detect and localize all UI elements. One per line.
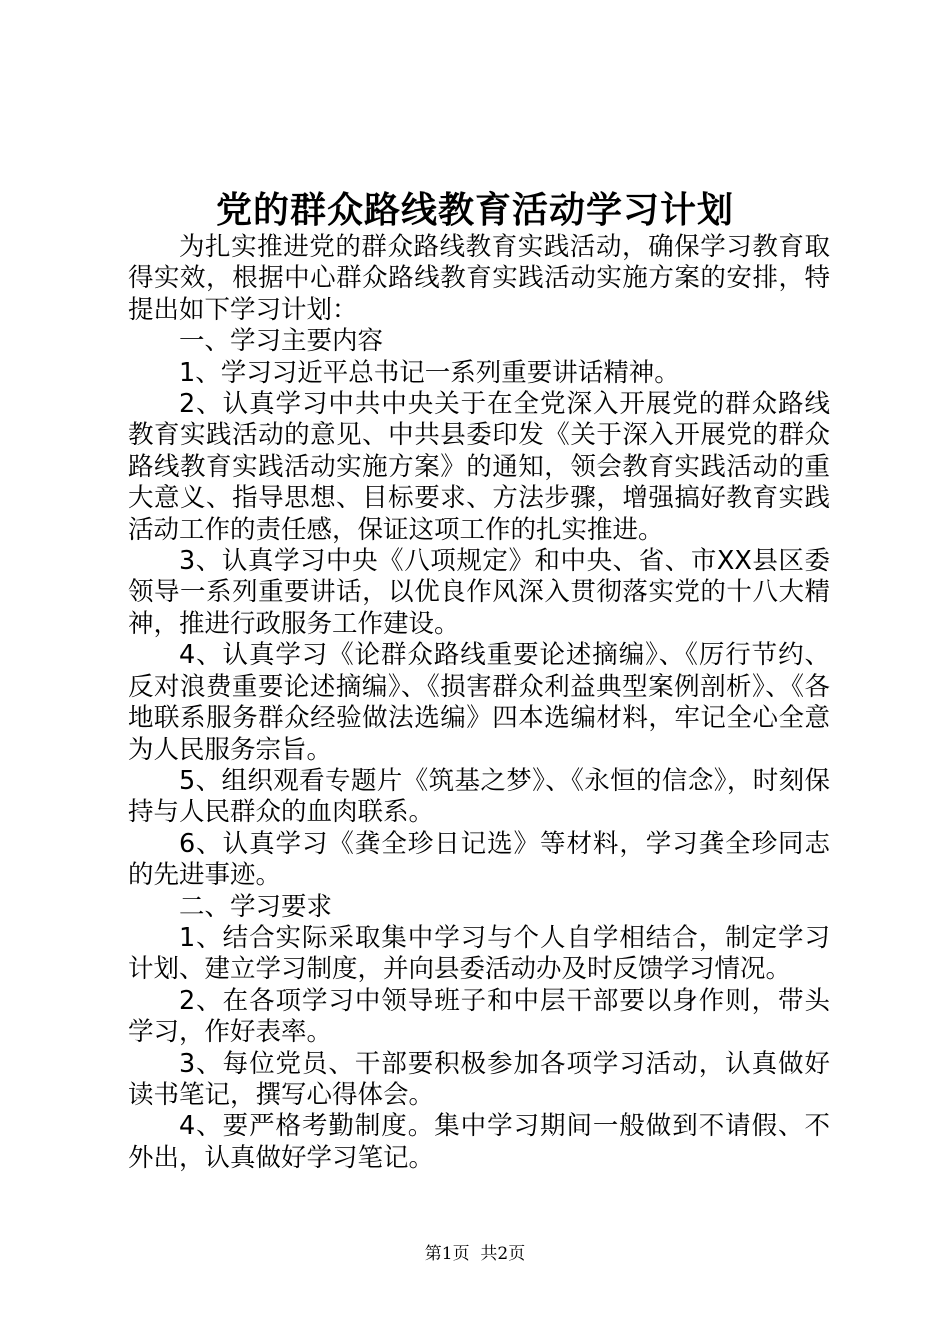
requirement-item-3: 3、每位党员、干部要积极参加各项学习活动，认真做好读书笔记，撰写心得体会。	[128, 1048, 830, 1110]
page-footer: 第1页 共2页	[424, 1244, 526, 1264]
content-item-4: 4、认真学习《论群众路线重要论述摘编》、《厉行节约、反对浪费重要论述摘编》、《损害群众利益典型案例剖析》、《各地联系服务群众经验做法选编》四本选编材料，牢记全心全意为人民服务宗旨。	[128, 640, 830, 765]
requirement-item-1: 1、结合实际采取集中学习与个人自学相结合，制定学习计划、建立学习制度，并向县委活动办及时反馈学习情况。	[128, 922, 830, 985]
content-item-6: 6、认真学习《龚全珍日记选》等材料，学习龚全珍同志的先进事迹。	[128, 828, 830, 891]
requirement-item-4-rest: 集中学习期间一般做到不请假、不外出，认真做好学习笔记。	[128, 1111, 830, 1173]
content-item-5: 5、组织观看专题片《筑基之梦》、《永恒的信念》，时刻保持与人民群众的血肉联系。	[128, 765, 830, 828]
document-title: 党的群众路线教育活动学习计划	[215, 189, 734, 231]
requirement-item-4-lead: 4、要严格考勤制度。	[179, 1111, 435, 1142]
document-body	[128, 232, 830, 1174]
section-heading-requirements: 二、学习要求	[179, 891, 333, 922]
requirement-item-4	[128, 1111, 830, 1174]
requirement-item-2: 2、在各项学习中领导班子和中层干部要以身作则，带头学习，作好表率。	[128, 985, 830, 1048]
intro-paragraph: 为扎实推进党的群众路线教育实践活动，确保学习教育取得实效，根据中心群众路线教育实践活动实施方案的安排，特提出如下学习计划：	[128, 232, 830, 325]
content-item-1: 1、学习习近平总书记一系列重要讲话精神。	[179, 357, 680, 388]
content-item-2: 2、认真学习中共中央关于在全党深入开展党的群众路线教育实践活动的意见、中共县委印发《关于深入开展党的群众路线教育实践活动实施方案》的通知，领会教育实践活动的重大意义、指导思想、目标要求、方法步骤，增强搞好教育实践活动工作的责任感，保证这项工作的扎实推进。	[128, 389, 830, 545]
content-item-3: 3、认真学习中央《八项规定》和中央、省、市XX县区委领导一系列重要讲话，以优良作风深入贯彻落实党的十八大精神，推进行政服务工作建设。	[128, 546, 830, 639]
section-heading-content: 一、学习主要内容	[179, 326, 384, 357]
